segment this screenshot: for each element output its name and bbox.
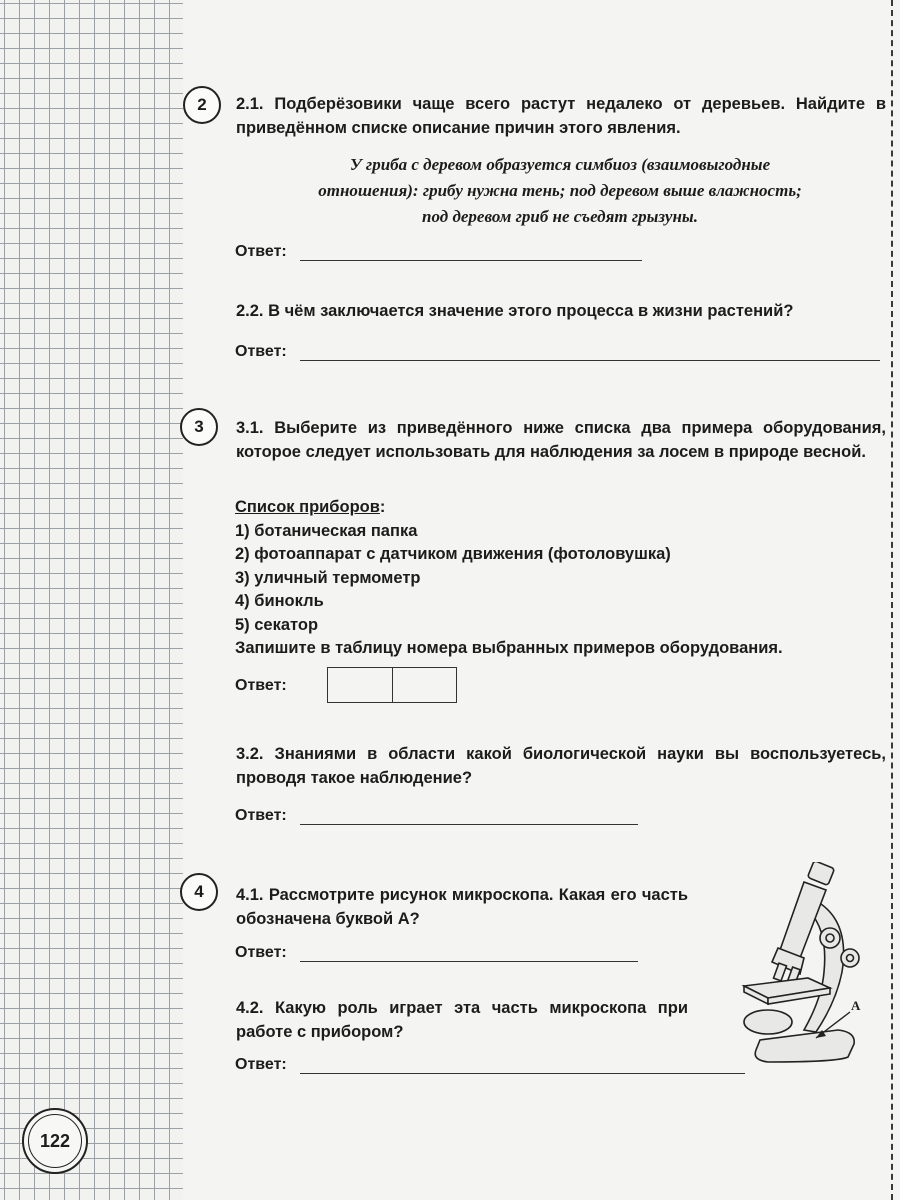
list-item: 1) ботаническая папка [235, 521, 418, 540]
answer-line-2-1[interactable] [300, 260, 642, 261]
description-line: отношения): грибу нужна тень; под деревом выше влажность; [318, 181, 802, 200]
answer-label-2-2: Ответ: [235, 343, 287, 360]
task-3-1-question: 3.1. Выберите из приведённого ниже списка два примера оборудования, которое следует использовать для наблюдения за лосем в природе весной. [236, 419, 886, 461]
answer-label-3-2: Ответ: [235, 807, 287, 824]
instruction: Запишите в таблицу номера выбранных примеров оборудования. [235, 639, 783, 657]
answer-label-4-1: Ответ: [235, 944, 287, 961]
task-2-1-question: 2.1. Подберёзовики чаще всего растут недалеко от деревьев. Найдите в приведённом списке описание причин этого явления. [236, 95, 886, 137]
answer-table [327, 667, 457, 703]
objective-lens [774, 963, 787, 981]
task-2-1-description [240, 152, 880, 230]
task-3-badge [180, 408, 218, 446]
figure-label-a: А [851, 998, 861, 1013]
answer-line-3-2[interactable] [300, 824, 638, 825]
list-item: 4) бинокль [235, 592, 324, 610]
answer-cell-2[interactable] [393, 668, 457, 702]
description-line: У гриба с деревом образуется симбиоз (взаимовыгодные [349, 155, 771, 174]
answer-cell-1[interactable] [328, 668, 393, 702]
task-3-2-question: 3.2. Знаниями в области какой биологической науки вы воспользуетесь, проводя такое наблюдение? [236, 745, 886, 787]
task-4-1-question: 4.1. Рассмотрите рисунок микроскопа. Какая его часть обозначена буквой А? [236, 886, 688, 928]
answer-label-2-1: Ответ: [235, 243, 287, 260]
answer-label-4-2: Ответ: [235, 1056, 287, 1073]
list-item: 3) уличный термометр [235, 568, 421, 587]
list-item: 2) фотоаппарат с датчиком движения (фотоловушка) [235, 545, 671, 563]
microscope-base [755, 1030, 854, 1062]
eyepiece [807, 862, 834, 885]
task-2-badge [183, 86, 221, 124]
task-number: 2 [197, 95, 207, 114]
answer-line-4-1[interactable] [300, 961, 638, 962]
microscope-mirror [744, 1010, 792, 1034]
answer-line-2-2[interactable] [300, 360, 880, 361]
equipment-list [235, 496, 783, 661]
graph-paper-margin [0, 0, 183, 1200]
task-2-2-question: 2.2. В чём заключается значение этого процесса в жизни растений? [236, 302, 794, 320]
task-4-badge [180, 873, 218, 911]
list-title: Список приборов [235, 498, 380, 516]
page-number-badge [22, 1108, 88, 1174]
page-number: 122 [28, 1114, 82, 1168]
answer-label-3-1: Ответ: [235, 677, 287, 694]
task-number: 4 [194, 882, 204, 901]
list-heading [235, 496, 783, 520]
cut-line [891, 0, 893, 1200]
microscope-illustration [738, 862, 878, 1072]
list-title-colon: : [379, 498, 386, 516]
answer-line-4-2[interactable] [300, 1073, 745, 1074]
description-line: под деревом гриб не съедят грызуны. [422, 207, 698, 226]
list-item: 5) секатор [235, 615, 319, 634]
task-4-2-question: 4.2. Какую роль играет эта часть микроскопа при работе с прибором? [236, 999, 688, 1041]
task-number: 3 [194, 417, 204, 436]
